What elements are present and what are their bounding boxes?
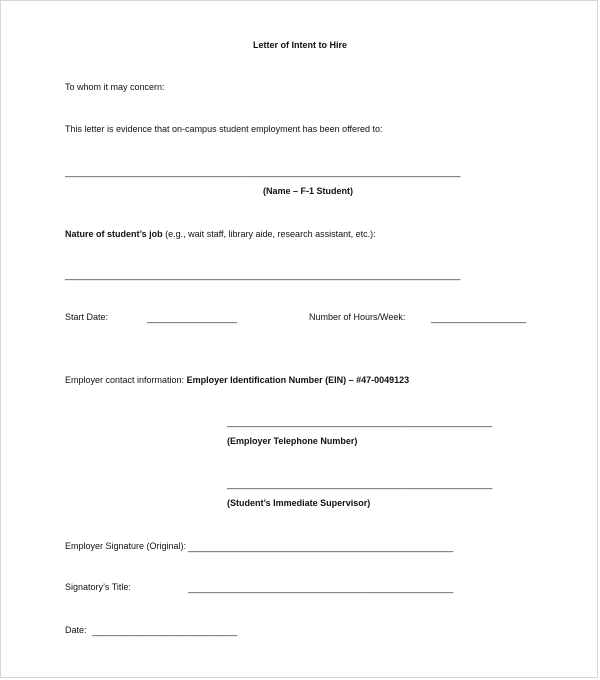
hours-per-week-label: Number of Hours/Week: xyxy=(309,312,406,322)
start-date-field[interactable]: __________________ xyxy=(147,313,238,323)
job-label-bold: Nature of student’s job xyxy=(65,229,163,239)
supervisor-caption: (Student’s Immediate Supervisor) xyxy=(227,498,371,508)
hours-per-week-field[interactable]: ___________________ xyxy=(431,313,527,323)
employer-phone-caption: (Employer Telephone Number) xyxy=(227,436,358,446)
student-name-caption: (Name – F-1 Student) xyxy=(263,186,354,196)
ein-text: Employer Identification Number (EIN) – #47-0049123 xyxy=(186,375,410,385)
signatory-title-label: Signatory’s Title: xyxy=(65,582,131,592)
employer-signature-label: Employer Signature (Original): xyxy=(65,541,187,551)
employer-phone-field[interactable]: _____________________________________________________ xyxy=(227,417,493,427)
salutation: To whom it may concern: xyxy=(65,82,165,92)
job-description-field[interactable]: _______________________________________________________________________________ xyxy=(65,270,461,280)
employer-contact-line xyxy=(65,374,409,386)
job-label-rest: (e.g., wait staff, library aide, research assistant, etc.): xyxy=(162,229,376,239)
signatory-title-field[interactable]: _____________________________________________________ xyxy=(188,583,454,593)
intro-text: This letter is evidence that on-campus student employment has been offered to: xyxy=(65,124,383,134)
employer-signature-field[interactable]: _____________________________________________________ xyxy=(188,542,454,552)
employer-contact-label: Employer contact information: xyxy=(65,375,185,385)
date-label: Date: xyxy=(65,625,87,635)
student-name-field[interactable]: _______________________________________________________________________________ xyxy=(65,167,461,177)
start-date-label: Start Date: xyxy=(65,312,109,322)
date-field[interactable]: _____________________________ xyxy=(92,626,238,636)
job-label xyxy=(65,228,376,240)
supervisor-field[interactable]: _____________________________________________________ xyxy=(227,479,493,489)
document-title: Letter of Intent to Hire xyxy=(253,40,347,50)
